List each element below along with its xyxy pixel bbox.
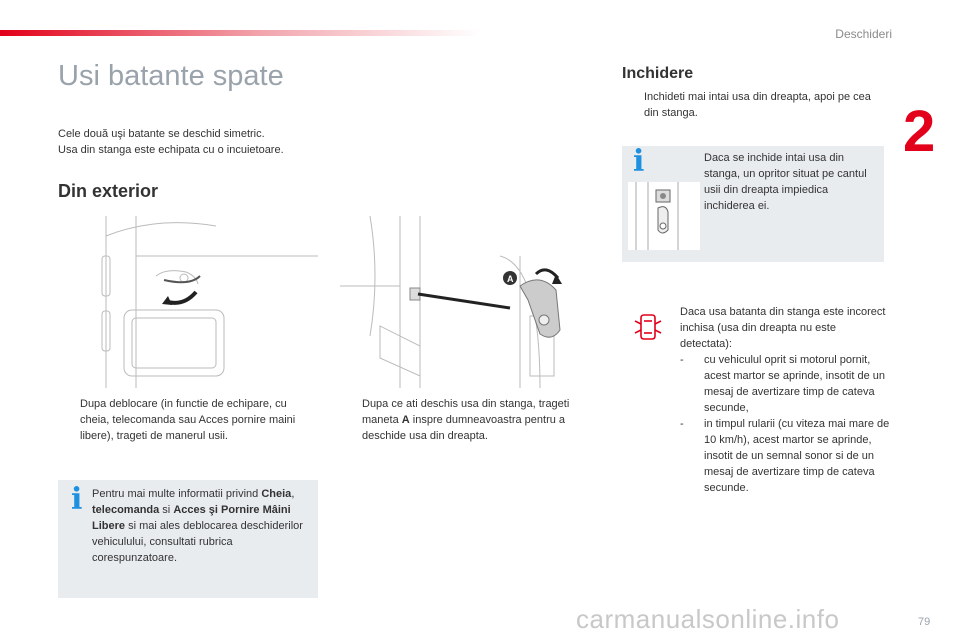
info-box-stopper [622, 146, 884, 262]
intro-text [58, 126, 338, 158]
warning-item: - in timpul rularii (cu viteza mai mare de 10 km/h), acest martor se aprinde, insotit de un semnal sonor si de un mesaj de avertizare timp de cateva secunde. [680, 418, 890, 494]
closing-heading: Inchidere [622, 65, 694, 82]
info-icon: i [71, 482, 83, 517]
header-accent-bar [0, 30, 480, 36]
warning-item: - cu vehiculul oprit si motorul pornit, acest martor se aprinde, insotit de un mesaj de avertizare timp de cateva secunde, [680, 354, 885, 414]
page-title: Usi batante spate [58, 60, 284, 92]
closing-bullet-text: Inchideti mai intai usa din dreapta, apoi pe cea din stanga. [644, 91, 871, 119]
page-number: 79 [918, 616, 931, 628]
callout-label: A [507, 274, 514, 284]
lever-a-illustration [340, 216, 562, 388]
closing-bullet [622, 89, 884, 121]
chapter-number: 2 [903, 99, 936, 164]
warning-intro: Daca usa batanta din stanga este incorect inchisa (usa din dreapta nu este detectata): [680, 306, 886, 350]
lever-drawing [340, 216, 562, 388]
exterior-bullet-1-text: Dupa deblocare (in functie de echipare, cu cheia, telecomanda sau Acces pornire maini libere), trageti de manerul usii. [80, 398, 296, 442]
door-handle-illustration [96, 216, 318, 388]
door-handle-drawing [96, 216, 318, 388]
intro-line-2: Usa din stanga este echipata cu o incuietoare. [58, 144, 284, 156]
warning-text [680, 304, 890, 496]
section-name: Deschideri [835, 27, 892, 41]
exterior-bullet-1 [58, 396, 318, 444]
door-open-warning-icon [633, 312, 663, 342]
info-box-access [58, 480, 318, 598]
intro-line-1: Cele două uşi batante se deschid simetric. [58, 128, 265, 140]
exterior-heading: Din exterior [58, 181, 159, 201]
exterior-bullet-2-text: Dupa ce ati deschis usa din stanga, trageti maneta A inspre dumneavoastra pentru a deschide usa din dreapta. [362, 398, 570, 442]
exterior-bullet-2 [340, 396, 602, 444]
info-box-text: Pentru mai multe informatii privind Cheia, telecomanda si Acces şi Pornire Mâini Libere si mai ales deblocarea deschiderilor vehiculului, consultati rubrica corespunzatoare. [92, 488, 303, 564]
info-icon: i [633, 144, 645, 179]
door-stopper-illustration [628, 182, 700, 250]
info-box-stopper-text: Daca se inchide intai usa din stanga, un opritor situat pe cantul usii din dreapta impiedica inchiderea ei. [704, 152, 867, 212]
watermark: carmanualsonline.info [576, 604, 840, 634]
door-stopper-drawing [628, 182, 700, 250]
